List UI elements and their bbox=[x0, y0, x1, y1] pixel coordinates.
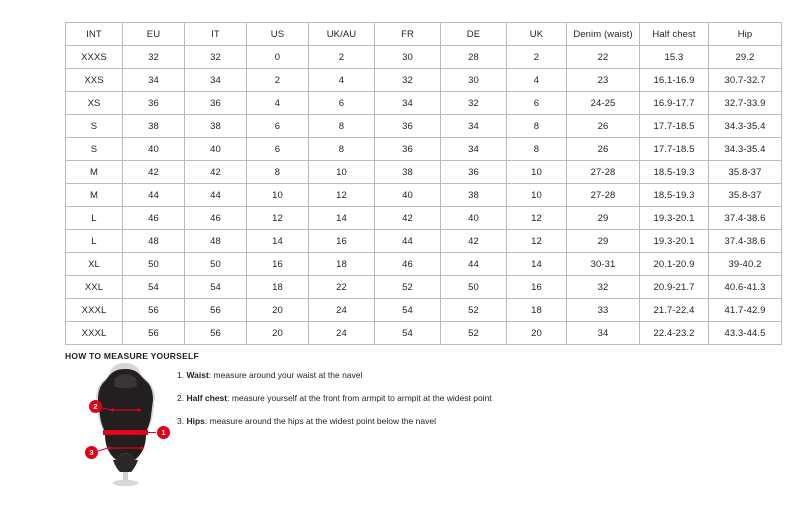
table-cell: 36 bbox=[185, 92, 247, 115]
table-header-cell: DE bbox=[441, 23, 507, 46]
table-row bbox=[66, 322, 782, 345]
table-cell: 32.7-33.9 bbox=[709, 92, 782, 115]
table-cell: 30 bbox=[441, 69, 507, 92]
table-cell: 14 bbox=[247, 230, 309, 253]
table-cell: 20 bbox=[247, 322, 309, 345]
table-cell: 14 bbox=[507, 253, 567, 276]
measure-instructions bbox=[177, 369, 597, 438]
table-cell: 10 bbox=[309, 161, 375, 184]
table-cell: 8 bbox=[247, 161, 309, 184]
table-cell: 18 bbox=[247, 276, 309, 299]
table-cell: XL bbox=[66, 253, 123, 276]
instruction-number: 1. bbox=[177, 370, 185, 380]
instruction-number: 2. bbox=[177, 393, 185, 403]
table-cell: 48 bbox=[123, 230, 185, 253]
table-row bbox=[66, 69, 782, 92]
table-cell: 24 bbox=[309, 299, 375, 322]
table-cell: 28 bbox=[441, 46, 507, 69]
table-header-cell: UK bbox=[507, 23, 567, 46]
table-cell: 56 bbox=[123, 299, 185, 322]
table-row bbox=[66, 299, 782, 322]
table-cell: 21.7-22.4 bbox=[640, 299, 709, 322]
table-cell: 37.4-38.6 bbox=[709, 207, 782, 230]
howto-title: HOW TO MEASURE YOURSELF bbox=[65, 351, 199, 361]
table-cell: 54 bbox=[185, 276, 247, 299]
instruction-text: : measure around the hips at the widest point below the navel bbox=[204, 416, 436, 426]
table-cell: 17.7-18.5 bbox=[640, 115, 709, 138]
table-cell: 15.3 bbox=[640, 46, 709, 69]
table-cell: 40.6-41.3 bbox=[709, 276, 782, 299]
table-cell: 30.7-32.7 bbox=[709, 69, 782, 92]
table-header-cell: EU bbox=[123, 23, 185, 46]
measure-marker-2: 2 bbox=[89, 400, 102, 413]
table-cell: 46 bbox=[185, 207, 247, 230]
table-cell: 8 bbox=[309, 115, 375, 138]
table-cell: 6 bbox=[507, 92, 567, 115]
table-cell: 19.3-20.1 bbox=[640, 230, 709, 253]
table-cell: 24 bbox=[309, 322, 375, 345]
table-cell: 32 bbox=[123, 46, 185, 69]
table-cell: 35.8-37 bbox=[709, 161, 782, 184]
table-header-cell: INT bbox=[66, 23, 123, 46]
table-cell: 34 bbox=[185, 69, 247, 92]
table-cell: 32 bbox=[567, 276, 640, 299]
table-cell: 26 bbox=[567, 138, 640, 161]
size-table-container bbox=[65, 22, 766, 345]
table-row bbox=[66, 230, 782, 253]
instruction-term: Waist bbox=[186, 370, 209, 380]
table-cell: 44 bbox=[375, 230, 441, 253]
table-cell: 12 bbox=[247, 207, 309, 230]
table-cell: 40 bbox=[185, 138, 247, 161]
table-cell: L bbox=[66, 207, 123, 230]
table-cell: 27-28 bbox=[567, 161, 640, 184]
table-cell: 36 bbox=[123, 92, 185, 115]
table-cell: 46 bbox=[123, 207, 185, 230]
table-cell: 54 bbox=[375, 322, 441, 345]
table-cell: 4 bbox=[309, 69, 375, 92]
table-header-cell: Hip bbox=[709, 23, 782, 46]
table-cell: 42 bbox=[185, 161, 247, 184]
instruction-text: : measure yourself at the front from armpit to armpit at the widest point bbox=[227, 393, 492, 403]
table-cell: 34 bbox=[441, 138, 507, 161]
table-cell: 34 bbox=[375, 92, 441, 115]
table-cell: XXXS bbox=[66, 46, 123, 69]
table-row bbox=[66, 92, 782, 115]
table-cell: 42 bbox=[441, 230, 507, 253]
table-cell: 22 bbox=[567, 46, 640, 69]
table-cell: 16.9-17.7 bbox=[640, 92, 709, 115]
table-header-cell: US bbox=[247, 23, 309, 46]
table-cell: 40 bbox=[441, 207, 507, 230]
instruction-text: : measure around your waist at the navel bbox=[208, 370, 363, 380]
table-cell: 20 bbox=[247, 299, 309, 322]
table-cell: 22 bbox=[309, 276, 375, 299]
table-cell: 18 bbox=[309, 253, 375, 276]
instruction-term: Hips bbox=[186, 416, 205, 426]
table-header-cell: FR bbox=[375, 23, 441, 46]
table-cell: 42 bbox=[123, 161, 185, 184]
table-cell: 37.4-38.6 bbox=[709, 230, 782, 253]
table-cell: 2 bbox=[507, 46, 567, 69]
table-cell: S bbox=[66, 138, 123, 161]
table-cell: 43.3-44.5 bbox=[709, 322, 782, 345]
table-cell: 50 bbox=[185, 253, 247, 276]
table-cell: 10 bbox=[507, 161, 567, 184]
table-header-cell: Denim (waist) bbox=[567, 23, 640, 46]
table-cell: 14 bbox=[309, 207, 375, 230]
table-cell: 48 bbox=[185, 230, 247, 253]
table-cell: 0 bbox=[247, 46, 309, 69]
table-cell: S bbox=[66, 115, 123, 138]
measure-marker-3: 3 bbox=[85, 446, 98, 459]
table-cell: 30-31 bbox=[567, 253, 640, 276]
table-row bbox=[66, 46, 782, 69]
table-row bbox=[66, 276, 782, 299]
table-cell: 36 bbox=[375, 138, 441, 161]
table-cell: 18.5-19.3 bbox=[640, 161, 709, 184]
table-cell: 29 bbox=[567, 207, 640, 230]
table-cell: 56 bbox=[185, 299, 247, 322]
table-cell: 10 bbox=[507, 184, 567, 207]
table-cell: 22.4-23.2 bbox=[640, 322, 709, 345]
table-body bbox=[66, 46, 782, 345]
table-cell: XXL bbox=[66, 276, 123, 299]
table-cell: M bbox=[66, 161, 123, 184]
table-cell: 38 bbox=[123, 115, 185, 138]
table-cell: 34.3-35.4 bbox=[709, 115, 782, 138]
table-cell: 44 bbox=[441, 253, 507, 276]
table-cell: 16.1-16.9 bbox=[640, 69, 709, 92]
table-cell: 32 bbox=[185, 46, 247, 69]
table-cell: 23 bbox=[567, 69, 640, 92]
measure-marker-1: 1 bbox=[157, 426, 170, 439]
table-cell: 4 bbox=[507, 69, 567, 92]
table-cell: 26 bbox=[567, 115, 640, 138]
table-cell: 8 bbox=[507, 138, 567, 161]
table-cell: 19.3-20.1 bbox=[640, 207, 709, 230]
table-cell: 27-28 bbox=[567, 184, 640, 207]
table-cell: 38 bbox=[185, 115, 247, 138]
measure-instruction-2 bbox=[177, 392, 597, 404]
mannequin-illustration bbox=[82, 362, 174, 487]
table-cell: XXXL bbox=[66, 299, 123, 322]
table-cell: XXXL bbox=[66, 322, 123, 345]
table-cell: 35.8-37 bbox=[709, 184, 782, 207]
table-cell: 46 bbox=[375, 253, 441, 276]
table-cell: 34 bbox=[567, 322, 640, 345]
table-cell: 32 bbox=[375, 69, 441, 92]
table-row bbox=[66, 115, 782, 138]
table-cell: 32 bbox=[441, 92, 507, 115]
table-cell: 33 bbox=[567, 299, 640, 322]
table-cell: M bbox=[66, 184, 123, 207]
table-header-cell: Half chest bbox=[640, 23, 709, 46]
table-row bbox=[66, 207, 782, 230]
table-cell: 40 bbox=[375, 184, 441, 207]
instruction-number: 3. bbox=[177, 416, 185, 426]
table-cell: 18.5-19.3 bbox=[640, 184, 709, 207]
table-cell: 34.3-35.4 bbox=[709, 138, 782, 161]
table-cell: 6 bbox=[309, 92, 375, 115]
table-cell: 2 bbox=[247, 69, 309, 92]
table-cell: 56 bbox=[123, 322, 185, 345]
table-cell: 54 bbox=[123, 276, 185, 299]
table-cell: 52 bbox=[441, 299, 507, 322]
table-cell: 52 bbox=[375, 276, 441, 299]
table-cell: 40 bbox=[123, 138, 185, 161]
table-cell: 29 bbox=[567, 230, 640, 253]
table-cell: 52 bbox=[441, 322, 507, 345]
table-cell: 30 bbox=[375, 46, 441, 69]
table-cell: 34 bbox=[441, 115, 507, 138]
table-cell: 50 bbox=[123, 253, 185, 276]
table-cell: L bbox=[66, 230, 123, 253]
table-cell: 44 bbox=[185, 184, 247, 207]
table-cell: XS bbox=[66, 92, 123, 115]
table-cell: 56 bbox=[185, 322, 247, 345]
table-cell: 17.7-18.5 bbox=[640, 138, 709, 161]
table-row bbox=[66, 161, 782, 184]
table-cell: 16 bbox=[247, 253, 309, 276]
table-cell: 8 bbox=[507, 115, 567, 138]
table-cell: 24-25 bbox=[567, 92, 640, 115]
table-cell: 39-40.2 bbox=[709, 253, 782, 276]
table-cell: 10 bbox=[247, 184, 309, 207]
table-cell: 29.2 bbox=[709, 46, 782, 69]
table-header-cell: UK/AU bbox=[309, 23, 375, 46]
table-cell: 34 bbox=[123, 69, 185, 92]
table-cell: 12 bbox=[507, 230, 567, 253]
mannequin-figure bbox=[82, 362, 174, 487]
table-cell: 8 bbox=[309, 138, 375, 161]
table-cell: 18 bbox=[507, 299, 567, 322]
table-cell: 50 bbox=[441, 276, 507, 299]
table-cell: 20 bbox=[507, 322, 567, 345]
table-cell: 20.1-20.9 bbox=[640, 253, 709, 276]
table-header-cell: IT bbox=[185, 23, 247, 46]
table-cell: 44 bbox=[123, 184, 185, 207]
measure-instruction-1 bbox=[177, 369, 597, 381]
table-cell: 4 bbox=[247, 92, 309, 115]
table-cell: 12 bbox=[507, 207, 567, 230]
instruction-term: Half chest bbox=[186, 393, 228, 403]
measure-instruction-3 bbox=[177, 415, 597, 427]
table-row bbox=[66, 138, 782, 161]
table-row bbox=[66, 184, 782, 207]
table-cell: 12 bbox=[309, 184, 375, 207]
table-header-row bbox=[66, 23, 782, 46]
table-cell: 6 bbox=[247, 138, 309, 161]
table-row bbox=[66, 253, 782, 276]
table-cell: 16 bbox=[309, 230, 375, 253]
table-cell: 2 bbox=[309, 46, 375, 69]
table-cell: 6 bbox=[247, 115, 309, 138]
table-cell: 41.7-42.9 bbox=[709, 299, 782, 322]
table-cell: 16 bbox=[507, 276, 567, 299]
table-cell: 36 bbox=[441, 161, 507, 184]
table-cell: 36 bbox=[375, 115, 441, 138]
table-cell: 38 bbox=[441, 184, 507, 207]
table-cell: XXS bbox=[66, 69, 123, 92]
table-cell: 20.9-21.7 bbox=[640, 276, 709, 299]
size-conversion-table bbox=[65, 22, 782, 345]
table-cell: 38 bbox=[375, 161, 441, 184]
table-cell: 54 bbox=[375, 299, 441, 322]
table-cell: 42 bbox=[375, 207, 441, 230]
